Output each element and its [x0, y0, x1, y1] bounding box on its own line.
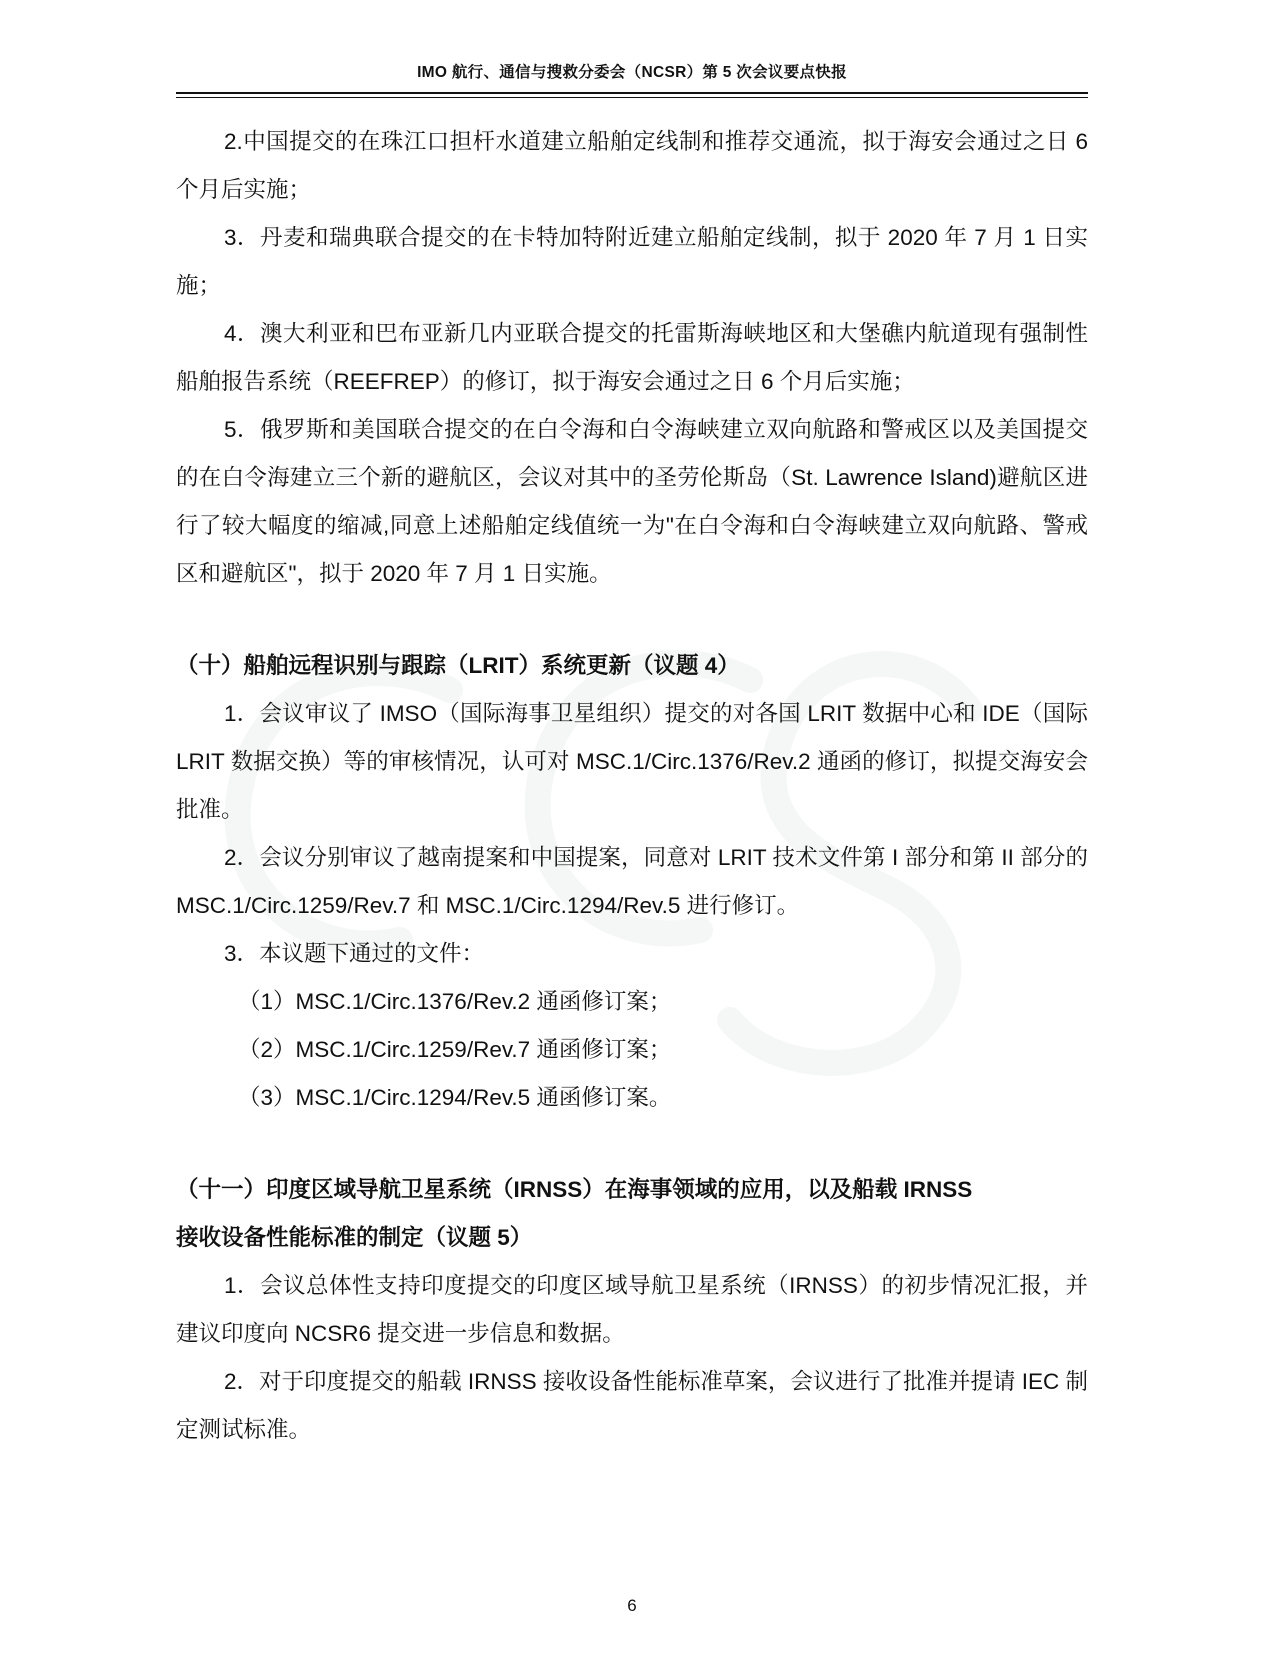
- paragraph-item-4: 4．澳大利亚和巴布亚新几内亚联合提交的托雷斯海峡地区和大堡礁内航道现有强制性船舶报告系统（REEFREP）的修订，拟于海安会通过之日 6 个月后实施；: [176, 321, 1088, 394]
- page-header: [176, 60, 1088, 82]
- header-rule-thin: [176, 97, 1088, 98]
- document-list-item-2: （2）MSC.1/Circ.1259/Rev.7 通函修订案；: [238, 1037, 672, 1062]
- paragraph-item-2: 2.中国提交的在珠江口担杆水道建立船舶定线制和推荐交通流，拟于海安会通过之日 6 个月后实施；: [176, 129, 1088, 202]
- paragraph-item-5: 5．俄罗斯和美国联合提交的在白令海和白令海峡建立双向航路和警戒区以及美国提交的在白令海建立三个新的避航区，会议对其中的圣劳伦斯岛（St. Lawrence Island)避航区进行了较大幅度的缩减,同意上述船舶定线值统一为"在白令海和白令海峡建立双向航路、警戒区和避航区"，拟于 2020 年 7 月 1 日实施。: [176, 417, 1088, 586]
- paragraph-eleven-1: 1．会议总体性支持印度提交的印度区域导航卫星系统（IRNSS）的初步情况汇报，并建议印度向 NCSR6 提交进一步信息和数据。: [176, 1273, 1088, 1346]
- document-list-item-3: （3）MSC.1/Circ.1294/Rev.5 通函修订案。: [238, 1085, 672, 1110]
- header-rule-thick: [176, 92, 1088, 94]
- paragraph-eleven-2: 2．对于印度提交的船载 IRNSS 接收设备性能标准草案，会议进行了批准并提请 IEC 制定测试标准。: [176, 1369, 1088, 1442]
- page-number: 6: [627, 1596, 637, 1615]
- section-ten-heading: （十）船舶远程识别与跟踪（LRIT）系统更新（议题 4）: [176, 653, 740, 678]
- spacer: [176, 1122, 1088, 1166]
- section-eleven-heading-line1: （十一）印度区域导航卫星系统（IRNSS）在海事领域的应用，以及船载 IRNSS: [176, 1177, 973, 1202]
- spacer: [176, 598, 1088, 642]
- page-footer: [0, 1596, 1264, 1616]
- document-list-item-1: （1）MSC.1/Circ.1376/Rev.2 通函修订案；: [238, 989, 672, 1014]
- paragraph-ten-3: 3．本议题下通过的文件：: [224, 941, 485, 966]
- section-eleven-heading-line2: 接收设备性能标准的制定（议题 5）: [176, 1225, 533, 1250]
- paragraph-ten-1: 1．会议审议了 IMSO（国际海事卫星组织）提交的对各国 LRIT 数据中心和 IDE（国际 LRIT 数据交换）等的审核情况，认可对 MSC.1/Circ.1376/Rev.2 通函的修订，拟提交海安会批准。: [176, 701, 1088, 822]
- paragraph-item-3: 3．丹麦和瑞典联合提交的在卡特加特附近建立船舶定线制，拟于 2020 年 7 月 1 日实施；: [176, 225, 1088, 298]
- header-title: IMO 航行、通信与搜救分委会（NCSR）第 5 次会议要点快报: [417, 64, 847, 81]
- paragraph-ten-2: 2．会议分别审议了越南提案和中国提案，同意对 LRIT 技术文件第 I 部分和第 II 部分的 MSC.1/Circ.1259/Rev.7 和 MSC.1/Circ.1294/Rev.5 进行修订。: [176, 845, 1088, 918]
- document-body: [176, 118, 1088, 1454]
